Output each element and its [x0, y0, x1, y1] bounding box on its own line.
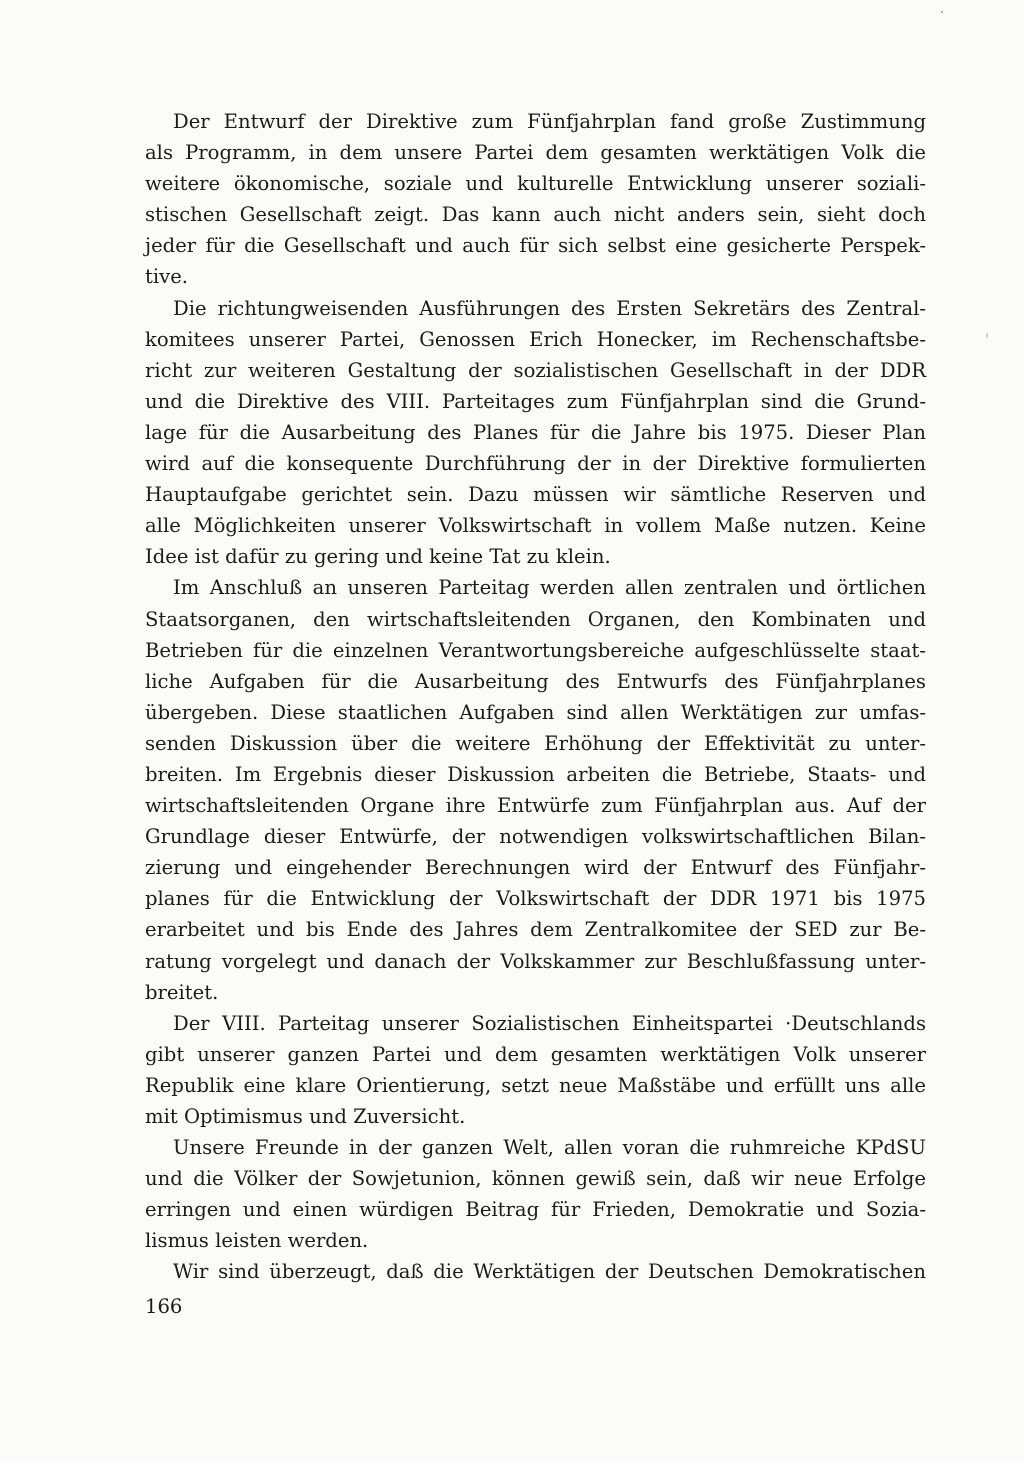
text-line: komitees unserer Partei, Genossen Erich Honecker, im Rechenschaftsbe- — [145, 327, 926, 351]
text-line: Der Entwurf der Direktive zum Fünfjahrplan fand große Zustimmung — [173, 110, 926, 133]
text-line: Betrieben für die einzelnen Verantwortungsbereiche aufgeschlüsselte staat- — [145, 638, 926, 662]
text-line: und die Direktive des VIII. Parteitages zum Fünfjahrplan sind die Grund- — [145, 389, 926, 413]
text-line: liche Aufgaben für die Ausarbeitung des Entwurfs des Fünfjahrplanes — [145, 669, 926, 693]
text-line: übergeben. Diese staatlichen Aufgaben sind allen Werktätigen zur umfas- — [145, 700, 926, 724]
body-text — [145, 106, 926, 1288]
text-line: ratung vorgelegt und danach der Volkskammer zur Beschlußfassung unter- — [145, 949, 926, 973]
text-line: Hauptaufgabe gerichtet sein. Dazu müssen wir sämtliche Reserven und — [145, 483, 926, 507]
text-line: als Programm, in dem unsere Partei dem gesamten werktätigen Volk die — [145, 141, 926, 165]
text-line: alle Möglichkeiten unserer Volkswirtschaft in vollem Maße nutzen. Keine — [145, 514, 926, 538]
text-line: lage für die Ausarbeitung des Planes für die Jahre bis 1975. Dieser Plan — [145, 420, 926, 444]
text-line: senden Diskussion über die weitere Erhöhung der Effektivität zu unter- — [145, 731, 926, 755]
text-line: erarbeitet und bis Ende des Jahres dem Zentralkomitee der SED zur Be- — [145, 918, 926, 942]
page-number: 166 — [145, 1295, 183, 1318]
text-line: Der VIII. Parteitag unserer Sozialistischen Einheitspartei ·Deutschlands — [173, 1011, 926, 1035]
text-line: zierung und eingehender Berechnungen wird der Entwurf des Fünfjahr- — [145, 856, 926, 880]
text-line: Unsere Freunde in der ganzen Welt, allen voran die ruhmreiche KPdSU — [173, 1136, 926, 1160]
paragraph-5 — [145, 1132, 926, 1256]
paragraph-1 — [145, 106, 926, 293]
paragraph-3 — [145, 572, 926, 1007]
text-line: Im Anschluß an unseren Parteitag werden allen zentralen und örtlichen — [173, 576, 926, 600]
text-line: Republik eine klare Orientierung, setzt neue Maßstäbe und erfüllt uns alle — [145, 1073, 926, 1097]
text-line: wird auf die konsequente Durchführung der in der Direktive formulierten — [145, 452, 926, 476]
text-line: weitere ökonomische, soziale und kulturelle Entwicklung unserer soziali- — [145, 172, 926, 196]
text-line: Die richtungweisenden Ausführungen des Ersten Sekretärs des Zentral- — [173, 296, 926, 320]
text-line: gibt unserer ganzen Partei und dem gesamten werktätigen Volk unserer — [145, 1042, 926, 1066]
text-line: Idee ist dafür zu gering und keine Tat zu klein. — [145, 545, 611, 569]
text-line: richt zur weiteren Gestaltung der sozialistischen Gesellschaft in der DDR — [145, 358, 926, 382]
text-line: Grundlage dieser Entwürfe, der notwendigen volkswirtschaftlichen Bilan- — [145, 825, 926, 849]
text-line: und die Völker der Sowjetunion, können gewiß sein, daß wir neue Erfolge — [145, 1167, 926, 1191]
text-line: lismus leisten werden. — [145, 1229, 369, 1253]
paragraph-6 — [145, 1256, 926, 1287]
scan-speck — [941, 11, 943, 13]
text-line: Staatsorganen, den wirtschaftsleitenden Organen, den Kombinaten und — [145, 607, 926, 631]
text-line: erringen und einen würdigen Beitrag für Frieden, Demokratie und Sozia- — [145, 1198, 926, 1222]
text-line: breitet. — [145, 980, 219, 1004]
text-line: jeder für die Gesellschaft und auch für sich selbst eine gesicherte Perspek- — [145, 234, 926, 258]
text-line: mit Optimismus und Zuversicht. — [145, 1105, 466, 1128]
paragraph-4 — [145, 1008, 926, 1132]
text-line: planes für die Entwicklung der Volkswirtschaft der DDR 1971 bis 1975 — [145, 887, 926, 911]
paragraph-2 — [145, 293, 926, 573]
text-line: breiten. Im Ergebnis dieser Diskussion arbeiten die Betriebe, Staats- und — [145, 762, 926, 786]
text-line: wirtschaftsleitenden Organe ihre Entwürfe zum Fünfjahrplan aus. Auf der — [145, 794, 926, 818]
text-line: stischen Gesellschaft zeigt. Das kann auch nicht anders sein, sieht doch — [145, 203, 926, 227]
text-line: Wir sind überzeugt, daß die Werktätigen der Deutschen Demokratischen — [173, 1260, 926, 1284]
text-line: tive. — [145, 265, 189, 289]
scan-speck — [986, 333, 988, 338]
